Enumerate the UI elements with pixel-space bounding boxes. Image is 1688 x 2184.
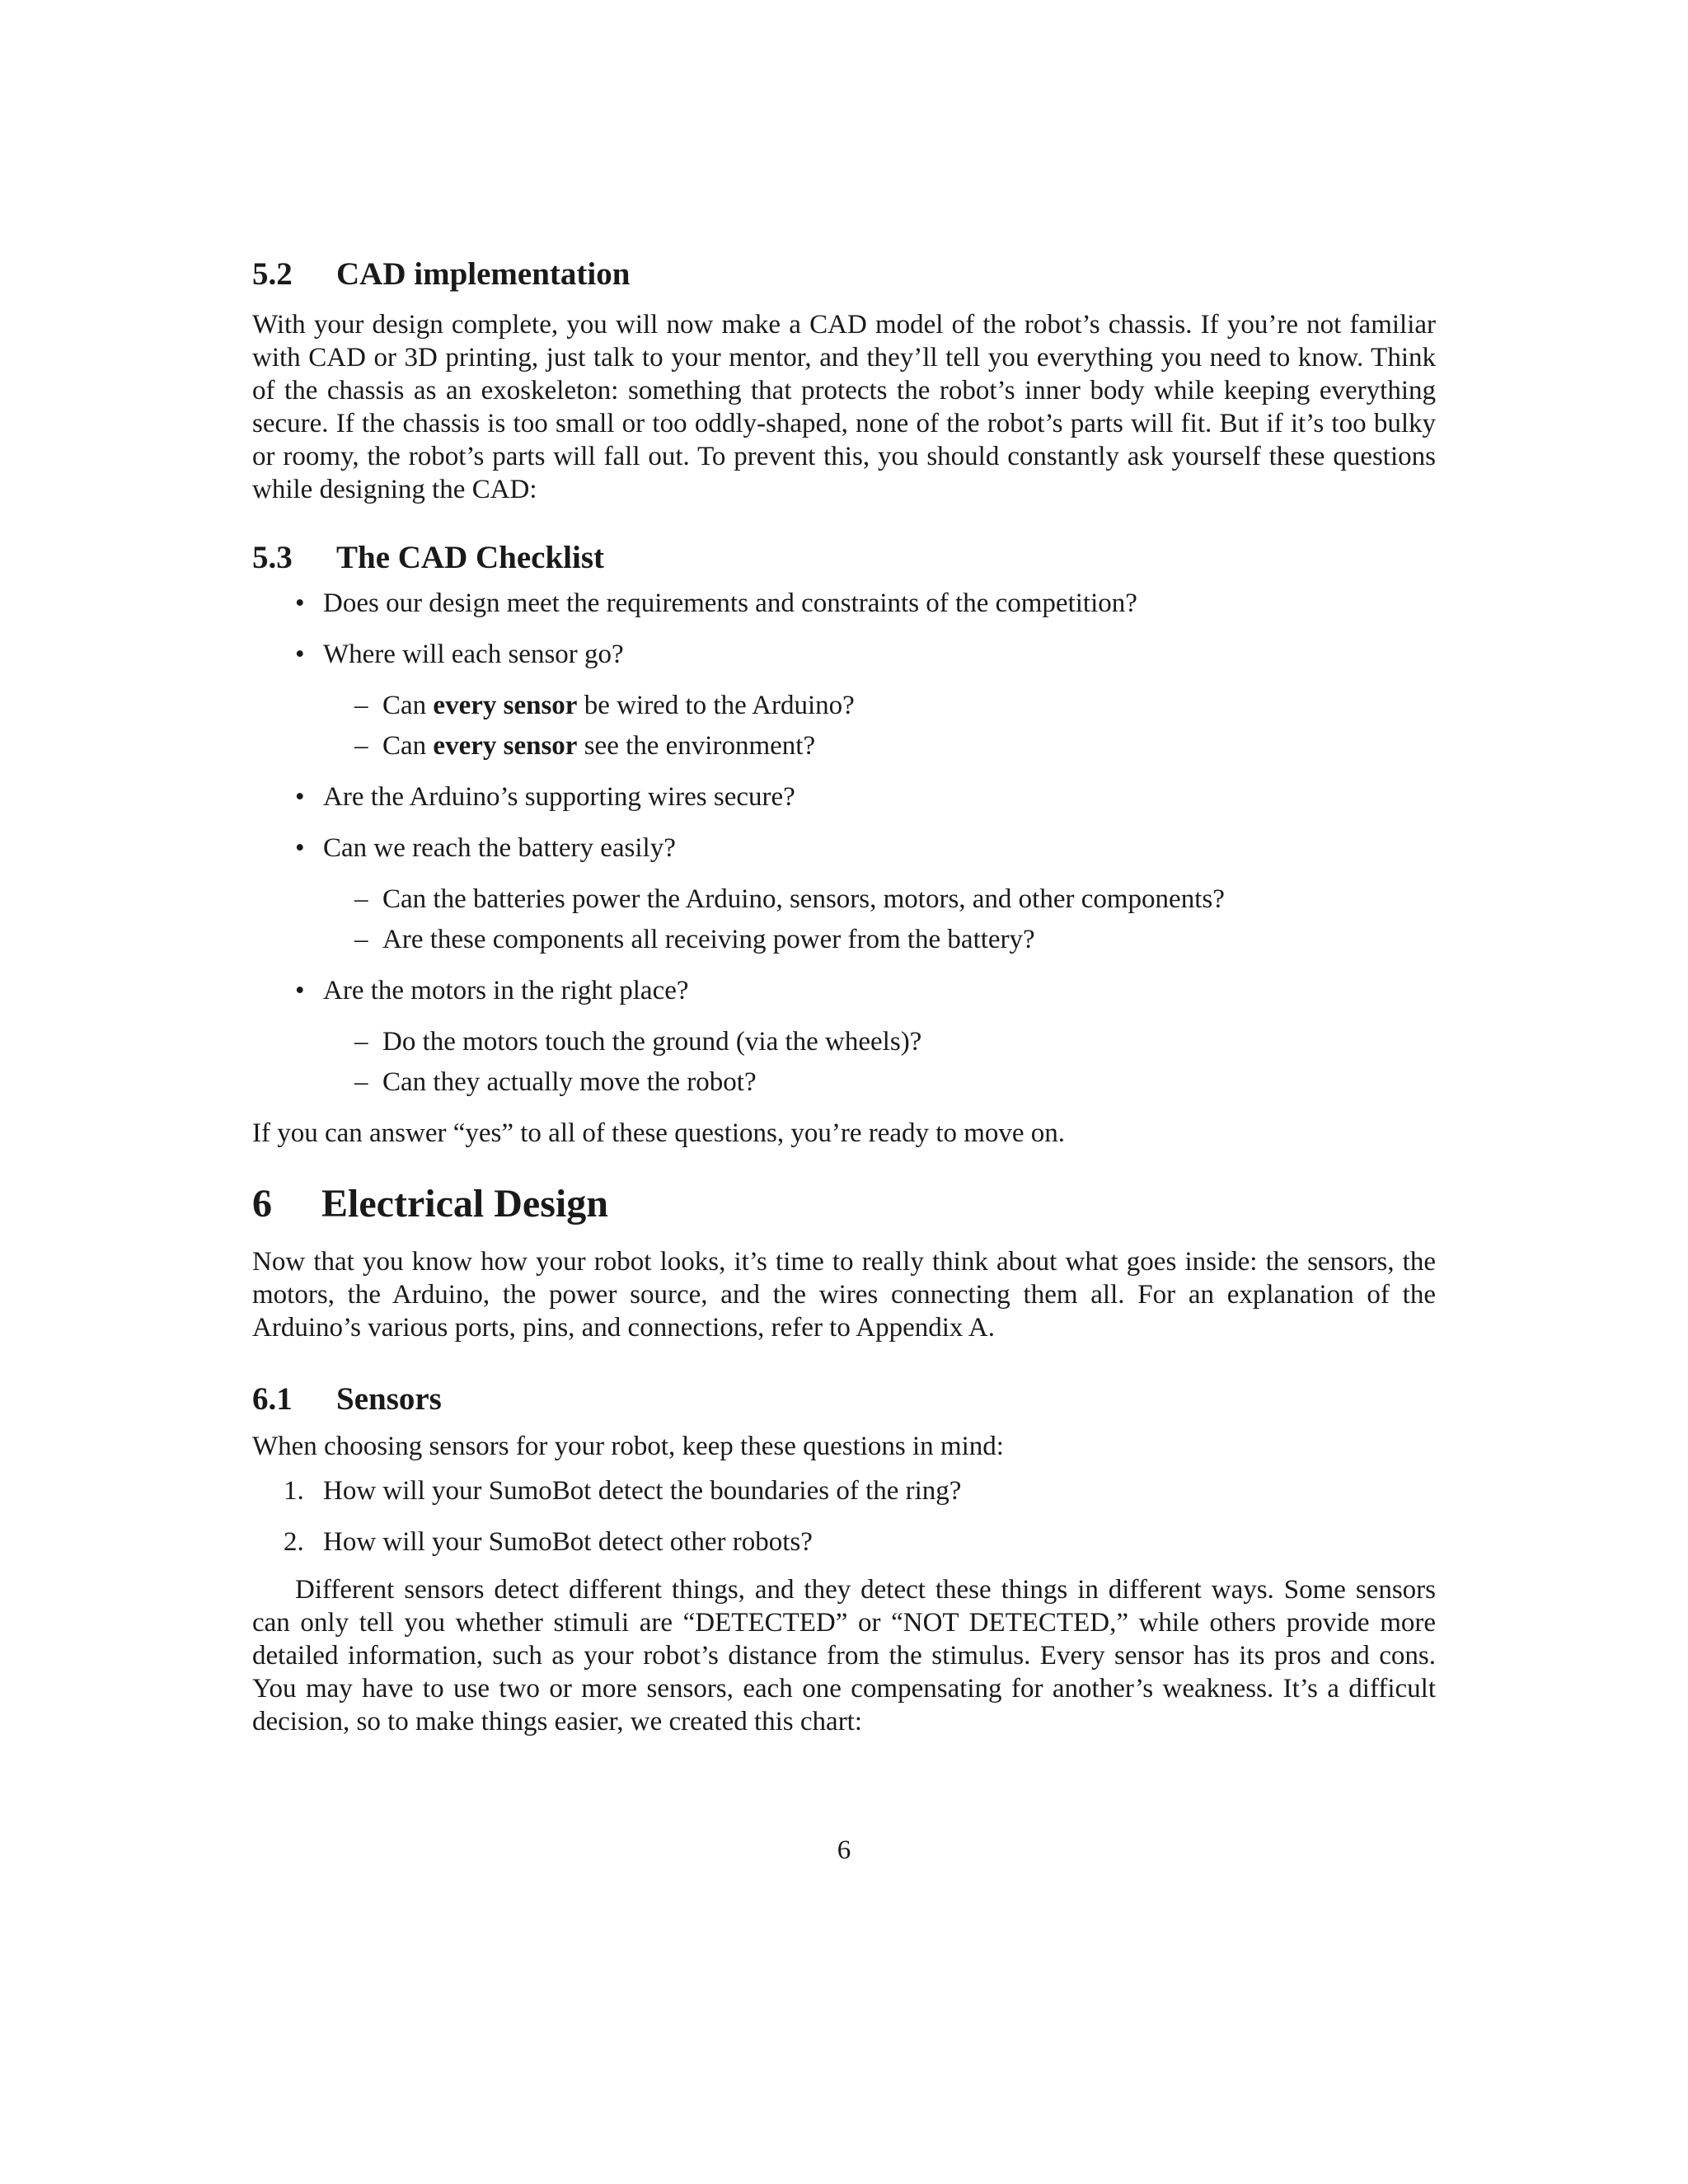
- checklist-subitem: [323, 729, 1436, 762]
- bullet: •: [295, 588, 305, 618]
- subitem-text: see the environment?: [577, 731, 816, 761]
- subitem-emphasis: every sensor: [433, 691, 578, 720]
- checklist-item-text: Does our design meet the requirements and constraints of the competition?: [323, 588, 1137, 618]
- numbered-item: [252, 1474, 1436, 1507]
- subitem-emphasis: every sensor: [433, 731, 578, 761]
- subitem-text: Can: [382, 691, 434, 720]
- checklist-item: [252, 638, 1436, 762]
- numbered-item-text: How will your SumoBot detect the boundaries of the ring?: [323, 1476, 962, 1506]
- section-title: Sensors: [336, 1381, 442, 1417]
- dash: –: [354, 1067, 368, 1097]
- checklist-item: [252, 587, 1436, 620]
- section-title: CAD implementation: [336, 256, 631, 292]
- checklist-subitem: [323, 883, 1436, 916]
- paragraph-cad-implementation: With your design complete, you will now make a CAD model of the robot’s chassis. If you’re not familiar with CAD or 3D printing, just talk to your mentor, and they’ll tell you everything you need to know. Think of the chassis as an exoskeleton: something that protects the robot’s inner body while keeping everything secure. If the chassis is too small or too oddly-shaped, none of the robot’s parts will fit. But if it’s too bulky or roomy, the robot’s parts will fall out. To prevent this, you should constantly ask yourself these questions while designing the CAD:: [252, 310, 1436, 504]
- bullet: •: [295, 976, 305, 1005]
- paragraph-sensors-intro: When choosing sensors for your robot, keep these questions in mind:: [252, 1432, 1004, 1461]
- subitem-text: Do the motors touch the ground (via the wheels)?: [382, 1027, 922, 1057]
- item-number: 2.: [284, 1527, 304, 1557]
- checklist-sublist: [323, 883, 1436, 956]
- section-title: The CAD Checklist: [336, 540, 605, 575]
- dash: –: [354, 884, 368, 914]
- checklist-item-text: Are the motors in the right place?: [323, 976, 689, 1005]
- sensor-questions: [252, 1474, 1436, 1558]
- checklist-item-text: Are the Arduino’s supporting wires secure?: [323, 782, 795, 812]
- checklist-subitem: [323, 689, 1436, 722]
- bullet: •: [295, 833, 305, 863]
- subitem-text: Are these components all receiving power from the battery?: [382, 925, 1035, 954]
- paragraph-checklist-closing: If you can answer “yes” to all of these questions, you’re ready to move on.: [252, 1118, 1066, 1148]
- section-heading-5-2: [252, 255, 1436, 293]
- subitem-text: Can the batteries power the Arduino, sensors, motors, and other components?: [382, 884, 1225, 914]
- subitem-text: be wired to the Arduino?: [577, 691, 855, 720]
- section-title: Electrical Design: [321, 1182, 608, 1226]
- checklist-sublist: [323, 1025, 1436, 1099]
- checklist-item: [252, 780, 1436, 813]
- checklist-subitem: [323, 1025, 1436, 1058]
- numbered-item-text: How will your SumoBot detect other robots?: [323, 1527, 813, 1557]
- checklist-item-text: Can we reach the battery easily?: [323, 833, 676, 863]
- bullet: •: [295, 782, 305, 812]
- numbered-item: [252, 1526, 1436, 1558]
- section-heading-6-1: [252, 1380, 1436, 1418]
- dash: –: [354, 1027, 368, 1057]
- checklist-subitem: [323, 923, 1436, 956]
- subitem-text: Can: [382, 731, 434, 761]
- item-number: 1.: [284, 1476, 304, 1506]
- checklist-item: [252, 832, 1436, 956]
- section-heading-5-3: [252, 539, 1436, 577]
- dash: –: [354, 925, 368, 954]
- dash: –: [354, 691, 368, 720]
- checklist-item-text: Where will each sensor go?: [323, 640, 624, 669]
- checklist-item: [252, 974, 1436, 1099]
- cad-checklist: [252, 587, 1436, 1099]
- paragraph-sensor-types: Different sensors detect different things, and they detect these things in different ways. Some sensors can only tell you whether stimuli are “DETECTED” or “NOT DETECTED,” while others provide more detailed information, such as your robot’s distance from the stimulus. Every sensor has its pros and cons. You may have to use two or more sensors, each one compensating for another’s weakness. It’s a difficult decision, so to make things easier, we created this chart:: [252, 1575, 1436, 1736]
- bullet: •: [295, 640, 305, 669]
- paragraph-electrical-design: Now that you know how your robot looks, it’s time to really think about what goes inside: the sensors, the motors, the Arduino, the power source, and the wires connecting them all. For an explanation of the Arduino’s various ports, pins, and connections, refer to Appendix A.: [252, 1247, 1436, 1343]
- section-number: 6.1: [252, 1381, 293, 1417]
- checklist-subitem: [323, 1066, 1436, 1099]
- checklist-sublist: [323, 689, 1436, 762]
- page-number: 6: [837, 1835, 851, 1865]
- section-number: 5.2: [252, 256, 293, 292]
- dash: –: [354, 731, 368, 761]
- document-page: [252, 255, 1436, 1738]
- section-number: 5.3: [252, 540, 293, 575]
- section-heading-6: [252, 1181, 1436, 1227]
- section-number: 6: [252, 1182, 272, 1226]
- subitem-text: Can they actually move the robot?: [382, 1067, 757, 1097]
